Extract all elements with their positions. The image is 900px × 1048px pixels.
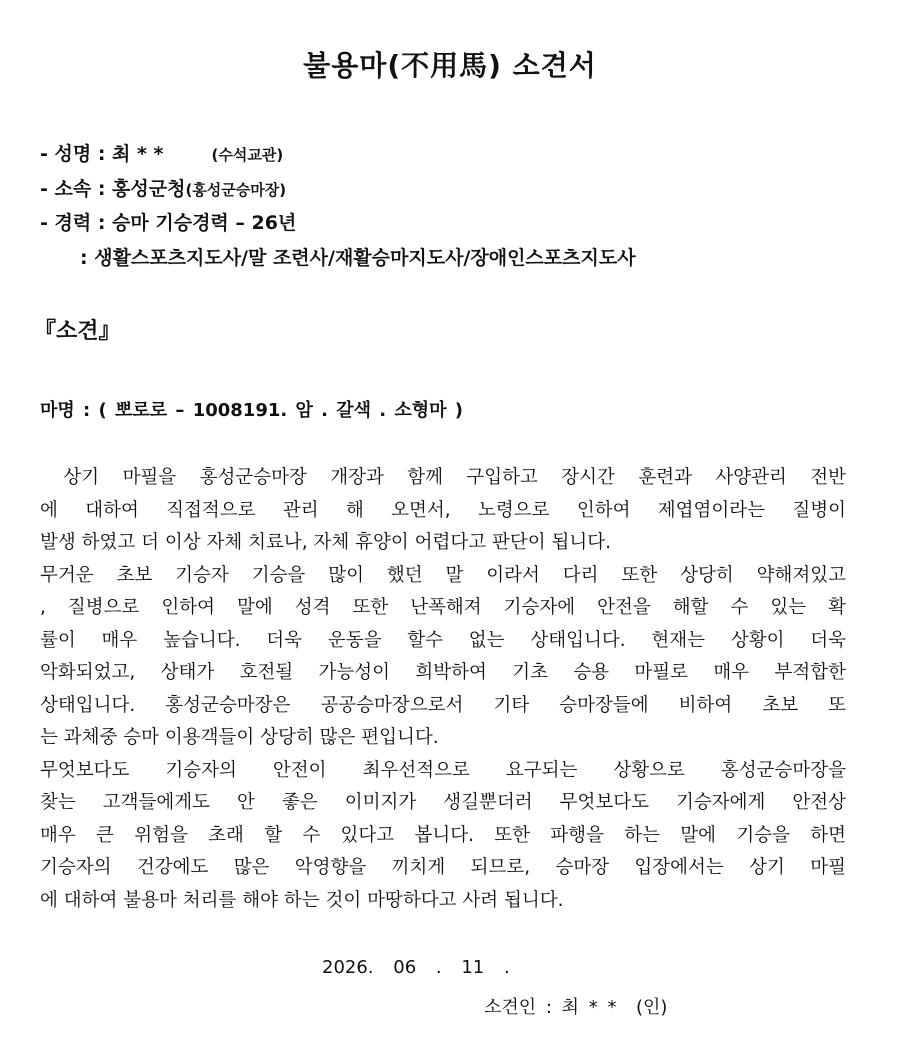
name-label: - 성명 : 최 * * [40, 143, 164, 165]
body-line: 에 대하여 불용마 처리를 해야 하는 것이 마땅하다고 사려 됩니다. [40, 889, 564, 911]
affiliation-detail: (홍성군승마장) [185, 181, 287, 199]
affiliation-label: - 소속 : 홍성군청 [40, 178, 186, 200]
certifications: : 생활스포츠지도사/말 조련사/재활승마지도사/장애인스포츠지도사 [80, 247, 636, 269]
info-career-row [40, 208, 296, 235]
document-date: 2026. 06 . 11 . [322, 957, 510, 978]
body-line: 찾는 고객들에게도 안 좋은 이미지가 생길뿐더러 무엇보다도 기승자에게 안전상 [40, 792, 846, 813]
opinion-body [40, 462, 846, 917]
document-title: 불용마(不用馬) 소견서 [303, 49, 597, 82]
body-line: 무엇보다도 기승자의 안전이 최우선적으로 요구되는 상황으로 홍성군승마장을 [40, 759, 846, 781]
body-line: 는 과체중 승마 이용객들이 상당히 많은 편입니다. [40, 727, 439, 748]
info-affiliation-row [40, 174, 286, 201]
body-line: 무거운 초보 기승자 기승을 많이 했던 말 이라서 다리 또한 상당히 약해져있고 [40, 564, 846, 586]
body-line: , 질병으로 인하여 말에 성격 또한 난폭해져 기승자에 안전을 해할 수 있는 확 [40, 597, 846, 618]
opinion-heading: 『소견』 [34, 319, 121, 344]
body-line: 매우 큰 위험을 초래 할 수 있다고 봅니다. 또한 파행을 하는 말에 기승을 하면 [40, 824, 846, 846]
body-line: 에 대하여 직접적으로 관리 해 오면서, 노령으로 인하여 제엽염이라는 질병이 [40, 499, 846, 521]
body-line: 상태입니다. 홍성군승마장은 공공승마장으로서 기타 승마장들에 비하여 초보 또 [40, 694, 846, 716]
body-line: 상기 마필을 홍성군승마장 개장과 함께 구입하고 장시간 훈련과 사양관리 전반 [40, 467, 846, 488]
signature-line: 소견인 : 최 * * (인) [484, 997, 668, 1018]
body-line: 발생 하였고 더 이상 자체 치료나, 자체 휴양이 어렵다고 판단이 됩니다. [40, 532, 611, 553]
name-role: (수석교관) [211, 146, 284, 164]
info-certifications-row [80, 243, 636, 270]
info-name-row [40, 139, 283, 166]
career-label: - 경력 : 승마 기승경력 – 26년 [40, 212, 297, 234]
body-line: 률이 매우 높습니다. 더욱 운동을 할수 없는 상태입니다. 현재는 상황이 더욱 [40, 629, 846, 651]
body-line: 기승자의 건강에도 많은 악영향을 끼치게 되므로, 승마장 입장에서는 상기 마필 [40, 857, 846, 878]
body-line: 악화되었고, 상태가 호전될 가능성이 희박하여 기초 승용 마필로 매우 부적합한 [40, 662, 846, 683]
horse-identification: 마명 : ( 뽀로로 – 1008191. 암 . 갈색 . 소형마 ) [40, 400, 464, 421]
